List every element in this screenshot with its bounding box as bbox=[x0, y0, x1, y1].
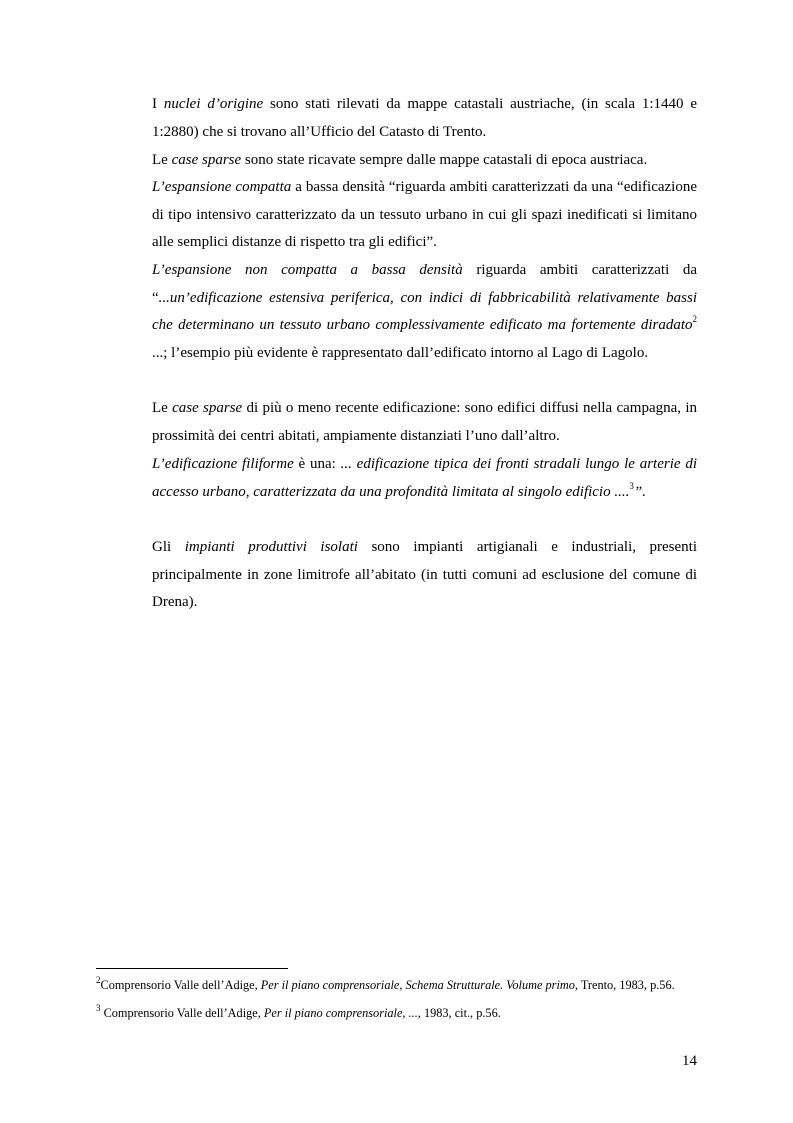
italic-text: case sparse bbox=[172, 400, 243, 416]
text-run: I bbox=[152, 96, 164, 112]
footnote-2 bbox=[96, 974, 697, 992]
text-run: Trento, 1983, p.56. bbox=[577, 978, 675, 992]
footnote-ref: 3 bbox=[96, 1002, 101, 1013]
italic-text: L’edificazione filiforme bbox=[152, 456, 294, 472]
paragraph-edificazione-filiforme bbox=[152, 451, 697, 506]
footnote-ref: 2 bbox=[96, 974, 101, 985]
text-run: riguarda ambiti caratterizzati da “ bbox=[152, 262, 697, 306]
paragraph-case-sparse-austriache bbox=[152, 147, 697, 175]
text-run: Gli bbox=[152, 539, 185, 555]
italic-text: L’espansione compatta bbox=[152, 179, 292, 195]
italic-text: L’espansione non compatta a bassa densità bbox=[152, 262, 463, 278]
text-run: Le bbox=[152, 400, 173, 416]
footnote-ref: 3 bbox=[629, 480, 634, 491]
paragraph-espansione-compatta bbox=[152, 174, 697, 257]
italic-text: Per il piano comprensoriale, ..., bbox=[263, 1006, 421, 1020]
paragraph-impianti-produttivi bbox=[152, 534, 697, 617]
text-run: sono impianti artigianali e industriali, presenti principalmente in zone limitrofe all’abitato (in tutti comuni ad esclusione del comune di Drena). bbox=[152, 539, 698, 611]
footnote-ref: 2 bbox=[692, 314, 697, 325]
footnote-3 bbox=[96, 1002, 697, 1020]
text-run: Le bbox=[152, 152, 172, 168]
italic-text: ...un’edificazione estensiva periferica, con indici di fabbricabilità relativamente bassi che determinano un tessuto urbano complessivamente edificato ma fortemente diradato bbox=[152, 289, 697, 334]
italic-text: ... edificazione tipica dei fronti stradali lungo le arterie di accesso urbano, caratterizzata da una profondità limitata al singolo edificio .... bbox=[152, 456, 697, 500]
text-run: di più o meno recente edificazione: sono edifici diffusi nella campagna, in prossimità dei centri abitati, ampiamente distanziati l’uno dall’altro. bbox=[152, 400, 697, 444]
italic-text: ”. bbox=[633, 483, 646, 500]
italic-text: impianti produttivi isolati bbox=[184, 539, 358, 555]
text-run: sono stati rilevati da mappe catastali austriache, (in scala 1:1440 e 1:2880) che si trovano all’Ufficio del Catasto di Trento. bbox=[152, 96, 698, 140]
italic-text: case sparse bbox=[171, 152, 242, 168]
italic-text: nuclei d’origine bbox=[163, 96, 264, 112]
text-run: sono state ricavate sempre dalle mappe catastali di epoca austriaca. bbox=[241, 152, 648, 168]
text-run: Comprensorio Valle dell’Adige, bbox=[100, 1006, 264, 1020]
paragraph-case-sparse-recenti bbox=[152, 395, 697, 450]
text-run: ...; l’esempio più evidente è rappresentato dall’edificato intorno al Lago di Lagolo. bbox=[152, 345, 649, 362]
italic-text: Per il piano comprensoriale, Schema Strutturale. Volume primo, bbox=[260, 978, 578, 992]
text-run: a bassa densità “riguarda ambiti caratterizzati da una “edificazione di tipo intensivo caratterizzato da un tessuto urbano in cui gli spazi inedificati si limitano alle semplici distanze di rispetto tra gli edifici”. bbox=[152, 179, 697, 251]
paragraph-espansione-non-compatta bbox=[152, 257, 697, 368]
text-run: è una: bbox=[293, 456, 341, 472]
text-run: Comprensorio Valle dell’Adige, bbox=[100, 978, 261, 992]
footnote-separator bbox=[96, 968, 288, 969]
text-run: 1983, cit., p.56. bbox=[420, 1006, 501, 1020]
page-number: 14 bbox=[682, 1053, 697, 1069]
paragraph-nuclei-origine bbox=[152, 91, 697, 146]
